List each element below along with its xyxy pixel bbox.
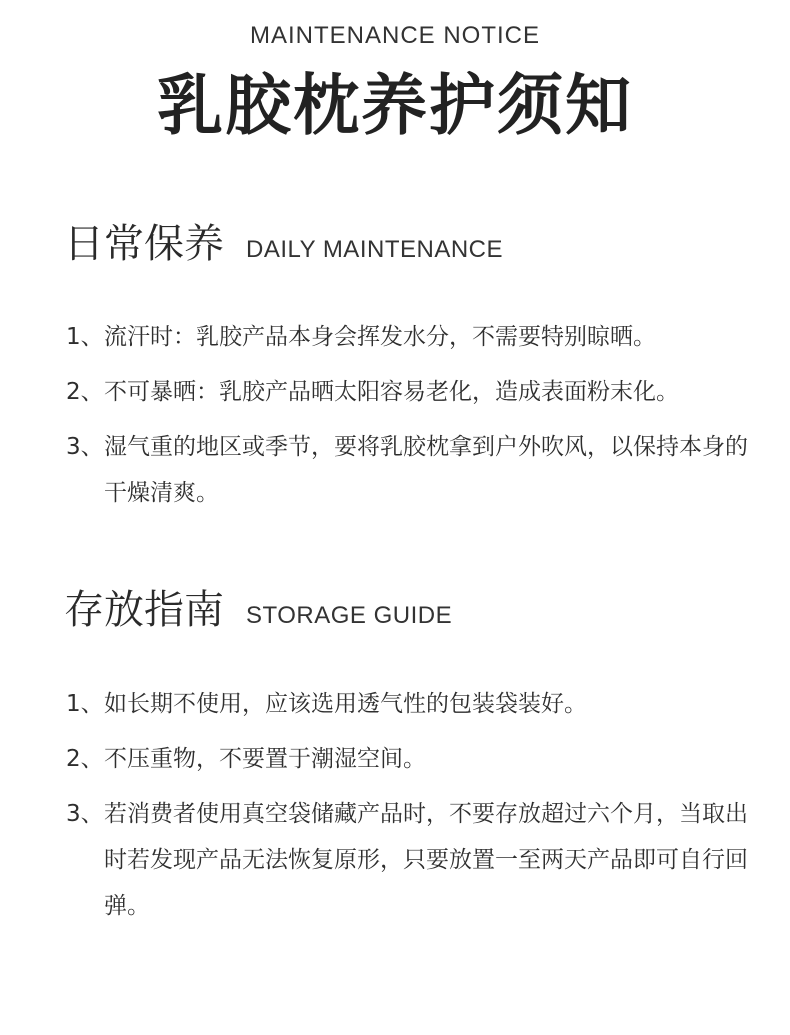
section-title-cn: 日常保养	[64, 221, 224, 267]
list-item	[66, 736, 766, 782]
list-item-text: 不压重物，不要置于潮湿空间。	[104, 746, 426, 772]
section-title-en: DAILY MAINTENANCE	[246, 236, 503, 263]
list-item-text: 不可暴晒：乳胶产品晒太阳容易老化，造成表面粉末化。	[104, 379, 679, 405]
section-heading-daily-maintenance	[64, 218, 503, 270]
list-item-number: 2、	[66, 746, 104, 772]
list-item-number: 3、	[66, 801, 104, 827]
list-item-number: 1、	[66, 324, 104, 350]
list-item-number: 3、	[66, 434, 104, 460]
section-title-en: STORAGE GUIDE	[246, 602, 453, 629]
list-item	[66, 314, 766, 360]
list-item-number: 2、	[66, 379, 104, 405]
page-title: 乳胶枕养护须知	[157, 67, 633, 144]
list-item	[66, 369, 766, 415]
section-heading-storage-guide	[64, 584, 452, 636]
page-eyebrow: MAINTENANCE NOTICE	[249, 22, 540, 49]
list-item	[66, 791, 766, 929]
list-item-text: 流汗时：乳胶产品本身会挥发水分，不需要特别晾晒。	[104, 324, 656, 350]
list-item-text: 湿气重的地区或季节，要将乳胶枕拿到户外吹风，以保持本身的干燥清爽。	[104, 434, 748, 506]
storage-guide-list	[66, 681, 766, 938]
list-item	[66, 681, 766, 727]
list-item-number: 1、	[66, 691, 104, 717]
list-item	[66, 424, 766, 516]
daily-maintenance-list	[66, 314, 766, 525]
section-title-cn: 存放指南	[64, 587, 224, 633]
list-item-text: 如长期不使用，应该选用透气性的包装袋装好。	[104, 691, 587, 717]
list-item-text: 若消费者使用真空袋储藏产品时，不要存放超过六个月，当取出时若发现产品无法恢复原形，只要放置一至两天产品即可自行回弹。	[104, 801, 748, 919]
